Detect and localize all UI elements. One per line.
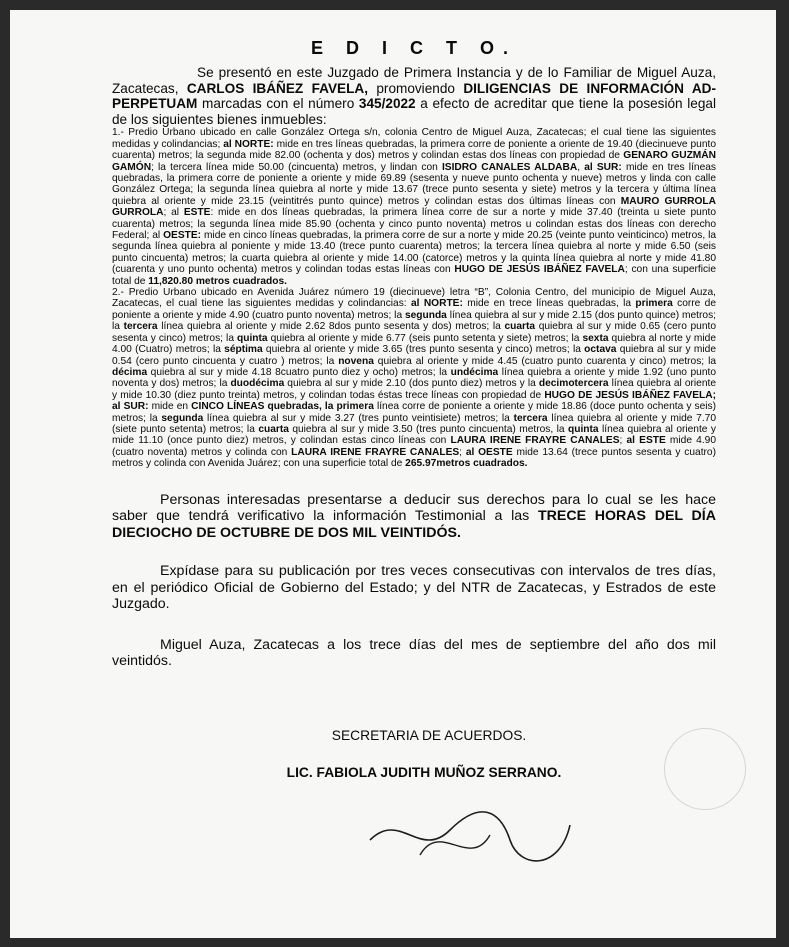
bold-text: undécima	[450, 366, 499, 378]
promovente-name: CARLOS IBÁÑEZ FAVELA,	[186, 80, 368, 96]
property-2-description	[112, 287, 716, 470]
bold-text: MAURO GURROLA GURROLA	[112, 195, 717, 219]
text: ,	[577, 161, 585, 173]
text: 2.- Predio Urbano ubicado en Avenida Juárez número 19 (diecinueve) letra “B”, Colonia Centro, del municipio de Miguel Auza, Zacatecas, el cual tiene las siguientes medidas y colindancias:	[112, 287, 716, 310]
text: ;	[459, 446, 466, 458]
text: ; la tercera línea mide 50.00 (cincuenta) metros, y lindan con	[151, 161, 442, 173]
bold-text: CINCO LÍNEAS quebradas, la primera	[191, 401, 374, 413]
bold-text: quinta	[568, 423, 599, 435]
bold-text: duodécima	[230, 378, 285, 390]
text: quiebra al sur y mide 3.50 (tres punto cincuenta) metros, la	[288, 423, 568, 435]
text: quiebra al sur y mide 2.10 (dos punto diez) metros y la	[284, 378, 539, 390]
publication-paragraph: Expídase para su publicación por tres veces consecutivas con intervalos de tres días, en el periódico Oficial de Gobierno del Estado; y del NTR de Zacatecas, y Estrados de este Juzgado.	[112, 563, 716, 613]
text: mide en tres líneas quebradas, la primera corre de poniente a oriente y mide 69.89 (sesenta y nueve punto ochenta y nueve) metros y linda con calle González Ortega; la segunda línea quiebra al norte y mide 13.67 (trece punto sesenta y siete) metros y la tercera y última línea quiebra al oriente y mide 23.15 (veintitrés punto quince) metros y colindan estas dos últimas líneas con	[112, 161, 716, 207]
text: quiebra al norte y mide 4.00 (Cuatro) metros; la	[112, 332, 716, 356]
bold-text: ESTE	[183, 207, 211, 219]
bold-text: HUGO DE JESÚS IBÁÑEZ FAVELA	[454, 264, 625, 276]
date-paragraph: Miguel Auza, Zacatecas a los trece días del mes de septiembre del año dos mil veintidós.	[112, 636, 716, 670]
text: quiebra al oriente y mide 3.65 (tres punto sesenta y cinco) metros; la	[262, 344, 585, 356]
document-title: E D I C T O.	[310, 38, 517, 58]
text: ; con una superficie total de	[112, 264, 716, 287]
bold-text: séptima	[224, 344, 263, 356]
bold-text: al SUR:	[584, 161, 622, 173]
text: quiebra al sur y mide 0.65 (cero punto sesenta y cinco) metros; la	[112, 321, 716, 344]
bold-text: GENARO GUZMÁN GAMÓN	[112, 150, 717, 173]
text: mide en cinco líneas quebradas, la primera corre de sur a norte y mide 20.25 (veinte punto veinticinco) metros, la segunda línea quiebra al poniente y mide 13.40 (trece punto cuarenta) metros; la tercera línea quiebra al norte y mide 6.50 (seis punto cincuenta) metros; la cuarta quiebra al oriente y mide 14.00 (catorce) metros y la quinta línea quiebra al norte y mide 41.80 (cuarenta y uno punto ochenta) metros y colindan todas estas líneas con	[112, 230, 716, 276]
text: quiebra al oriente y mide 6.77 (seis punto setenta y siete) metros; la	[267, 332, 583, 344]
text: mide en	[148, 401, 192, 413]
interested-parties-paragraph	[112, 492, 716, 542]
intro-text: marcadas con el número	[197, 96, 359, 112]
text: ; al	[163, 207, 184, 219]
bold-text: cuarta	[504, 321, 536, 333]
intro-paragraph	[112, 65, 716, 127]
text: línea corre de poniente a oriente y mide 18.86 (doce punto ochenta y seis) metros; la	[112, 401, 716, 424]
bold-text: octava	[584, 344, 617, 356]
bold-text: OESTE:	[163, 230, 202, 242]
bold-text: segunda	[161, 412, 204, 424]
intro-text: a efecto de acreditar que tiene la posesión legal de los siguientes bienes inmuebles:	[112, 96, 716, 127]
bold-text: al OESTE	[465, 446, 513, 458]
edict-document	[10, 10, 776, 938]
bold-text: 265.97metros cuadrados.	[405, 458, 528, 470]
text: mide 13.64 (trece puntos sesenta y cuatro) metros y colinda con Avenida Juárez; con una superficie total de	[112, 446, 716, 470]
intro-text: promoviendo	[367, 80, 464, 96]
text: quiebra al oriente y mide 4.45 (cuatro punto cuarenta y cinco) metros; la	[373, 355, 716, 367]
bold-text: decimotercera	[538, 378, 609, 390]
procedure-name: DILIGENCIAS DE INFORMACIÓN AD-PERPETUAM	[112, 80, 716, 112]
text: mide en tres líneas quebradas, la primera corre de poniente a oriente de 19.40 (diecinueve punto cuarenta) metros; la segunda mide 82.00 (ochenta y dos) metros y colindan estas dos líneas con propiedad de	[112, 138, 716, 162]
bold-text: HUGO DE JESÚS IBÁÑEZ FAVELA; al SUR:	[112, 389, 716, 413]
signatory-role: SECRETARIA DE ACUERDOS.	[331, 727, 527, 743]
bold-text: quinta	[237, 332, 268, 344]
text: mide 4.90 (cuatro noventa) metros y colinda con	[112, 435, 716, 458]
handwritten-signature	[360, 800, 580, 880]
bold-text: tercera	[123, 321, 158, 333]
bold-text: al NORTE:	[223, 138, 274, 150]
text: línea quiebra a oriente y mide 1.92 (uno punto noventa y dos) metros; la	[112, 366, 716, 390]
hearing-datetime: TRECE HORAS DEL DÍA DIECIOCHO DE OCTUBRE DE DOS MIL VEINTIDÓS.	[112, 508, 716, 541]
text: línea quiebra al oriente y mide 10.30 (diez punto treinta) metros, y colindan todas éstas trece líneas con propiedad de	[112, 378, 716, 401]
bold-text: al ESTE	[626, 435, 666, 447]
bold-text: tercera	[513, 412, 548, 424]
bold-text: 11,820.80 metros cuadrados.	[148, 275, 287, 287]
text: línea quiebra al oriente y mide 11.10 (once punto diez) metros, y colindan estas cinco líneas con	[112, 423, 717, 447]
text: línea quiebra al sur y mide 2.15 (dos punto quince) metros; la	[112, 309, 716, 333]
text: 1.- Predio Urbano ubicado en calle González Ortega s/n, colonia Centro de Miguel Auza, Zacatecas; el cual tiene las siguientes medidas y colindancias;	[112, 127, 716, 150]
signatory-name: LIC. FABIOLA JUDITH MUÑOZ SERRANO.	[286, 764, 562, 780]
bold-text: cuarta	[258, 423, 289, 435]
intro-text: Se presentó en este Juzgado de Primera Instancia y de lo Familiar de Miguel Auza, Zacatecas,	[112, 65, 716, 96]
text: línea quiebra al sur y mide 3.27 (tres punto veintisiete) metros; la	[203, 412, 514, 424]
text: : mide en dos líneas quebradas, la primera línea corre de sur a norte y mide 37.40 (treinta u siete punto cuarenta) metros; la segunda línea mide 85.90 (ochenta y cinco punto noventa) metros u colindan estas dos líneas con derecho Federal; al	[112, 207, 716, 242]
text: corre de poniente a oriente y mide 4.90 (cuatro punto noventa) metros; la	[112, 298, 717, 321]
bold-text: LAURA IRENE FRAYRE CANALES	[291, 446, 460, 458]
bold-text: ISIDRO CANALES ALDABA	[441, 161, 578, 173]
text: ;	[619, 435, 627, 447]
bold-text: LAURA IRENE FRAYRE CANALES	[450, 435, 620, 447]
bold-text: primera	[635, 298, 673, 310]
text: línea quiebra al oriente y mide 7.70 (siete punto setenta) metros; la	[112, 412, 716, 435]
bold-text: novena	[338, 355, 374, 367]
bold-text: al NORTE:	[410, 298, 463, 310]
bold-text: segunda	[404, 309, 447, 321]
bold-text: décima	[112, 366, 148, 378]
bold-text: sexta	[582, 332, 609, 344]
court-seal-stamp	[664, 728, 746, 810]
case-number: 345/2022	[358, 96, 416, 112]
property-1-description	[112, 127, 716, 287]
text: quiebra al sur y mide 4.18 8cuatro punto diez y ocho) metros; la	[147, 366, 451, 378]
text: línea quiebra al oriente y mide 2.62 8dos punto sesenta y dos) metros; la	[157, 321, 505, 333]
text: quiebra al sur y mide 0.54 (cero punto cincuenta y cuatro ) metros; la	[112, 344, 717, 367]
text: mide en trece líneas quebradas, la	[462, 298, 636, 310]
text: Personas interesadas presentarse a deducir sus derechos para lo cual se les hace saber que tendrá verificativo la información Testimonial a las	[112, 491, 716, 525]
